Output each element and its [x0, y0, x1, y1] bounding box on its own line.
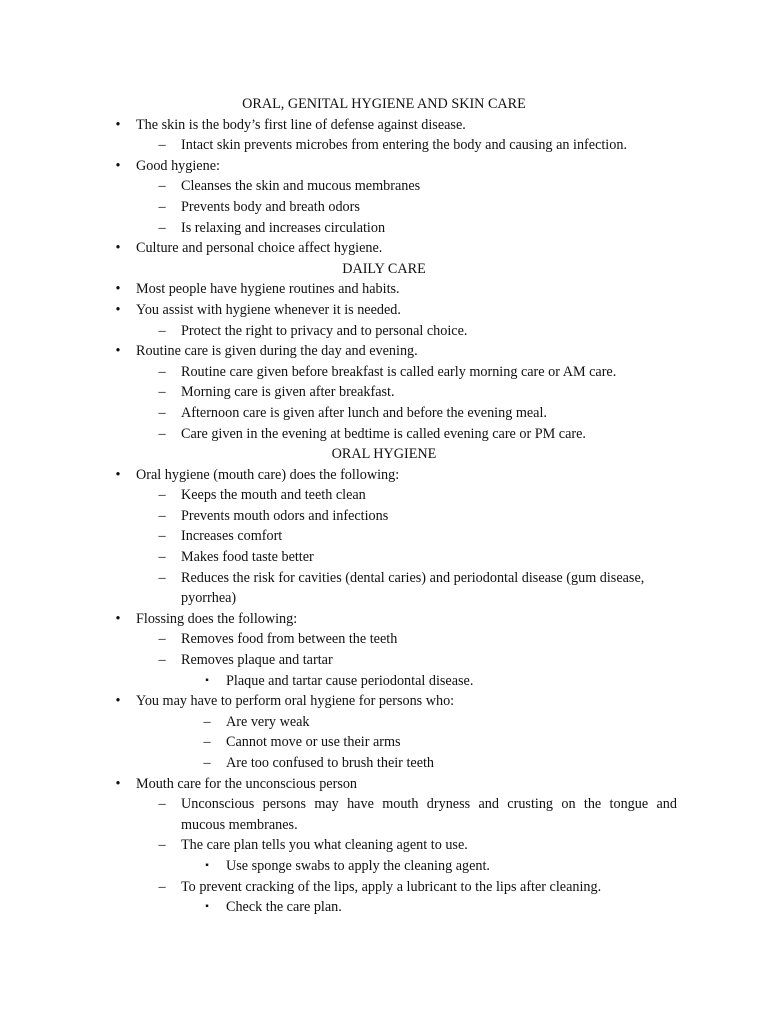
list-item: [0, 403, 768, 424]
list-item-text: Is relaxing and increases circulation: [181, 219, 386, 236]
list-item-text: You assist with hygiene whenever it is needed.: [136, 301, 401, 318]
section-heading-daily-care: DAILY CARE: [342, 260, 426, 277]
list-item-text: Keeps the mouth and teeth clean: [181, 487, 366, 504]
bullet-disc: •: [115, 693, 121, 710]
bullet-dash: –: [158, 363, 166, 380]
bullet-dash: –: [158, 198, 166, 215]
bullet-disc: •: [115, 301, 121, 318]
bullet-dash: –: [158, 178, 166, 195]
list-item: [0, 115, 768, 136]
list-item: [0, 156, 768, 177]
list-item-text: Morning care is given after breakfast.: [181, 384, 395, 401]
list-item: [0, 197, 768, 218]
list-item-text: pyorrhea): [181, 590, 237, 607]
list-item: [0, 897, 768, 918]
bullet-dash: –: [158, 652, 166, 669]
list-item-text: Makes food taste better: [181, 549, 314, 566]
list-item: [0, 856, 768, 877]
list-item: [0, 424, 768, 445]
bullet-disc: •: [115, 157, 121, 174]
list-item-text: Prevents mouth odors and infections: [181, 507, 389, 524]
list-item: [0, 279, 768, 300]
section-heading-oral-hygiene: ORAL HYGIENE: [331, 446, 437, 463]
list-item: [0, 238, 768, 259]
list-item: [0, 732, 768, 753]
list-item-text: Routine care is given during the day and evening.: [136, 343, 418, 360]
bullet-dash: –: [158, 384, 166, 401]
list-item-text: Intact skin prevents microbes from entering the body and causing an infection.: [181, 137, 627, 154]
bullet-dash: –: [158, 219, 166, 236]
document-title: ORAL, GENITAL HYGIENE AND SKIN CARE: [242, 96, 526, 112]
bullet-disc: •: [115, 240, 121, 257]
list-item-continuation: [0, 588, 768, 609]
list-item-text: Check the care plan.: [226, 899, 342, 916]
bullet-square: ▪: [205, 901, 209, 913]
bullet-dash: –: [158, 404, 166, 421]
list-item-text: Plaque and tartar cause periodontal disease.: [226, 672, 474, 689]
list-item: [0, 671, 768, 692]
list-item: [0, 465, 768, 486]
bullet-dash: –: [158, 549, 166, 566]
bullet-dash: –: [158, 487, 166, 504]
document-page: [0, 94, 768, 918]
list-item: [0, 877, 768, 898]
list-item-text: You may have to perform oral hygiene for persons who:: [136, 693, 455, 710]
list-item: [0, 753, 768, 774]
list-item-text: The care plan tells you what cleaning agent to use.: [181, 837, 468, 854]
list-item-text: Most people have hygiene routines and habits.: [136, 281, 400, 298]
list-item: [0, 362, 768, 383]
list-item: [0, 629, 768, 650]
bullet-dash: –: [158, 507, 166, 524]
bullet-dash: –: [158, 878, 166, 895]
bullet-square: ▪: [205, 859, 209, 871]
list-item-text: Mouth care for the unconscious person: [136, 775, 358, 792]
list-item-text: Oral hygiene (mouth care) does the following:: [136, 466, 400, 483]
bullet-disc: •: [115, 610, 121, 627]
list-item: [0, 609, 768, 630]
list-item: [0, 774, 768, 795]
list-item-text: Culture and personal choice affect hygiene.: [136, 240, 383, 257]
list-item: [0, 485, 768, 506]
list-item-text: mucous membranes.: [181, 816, 298, 833]
bullet-disc: •: [115, 466, 121, 483]
list-item: [0, 650, 768, 671]
bullet-disc: •: [115, 343, 121, 360]
list-item-text: Flossing does the following:: [136, 610, 298, 627]
list-item-text: Removes food from between the teeth: [181, 631, 398, 648]
list-item-text: Cleanses the skin and mucous membranes: [181, 178, 421, 195]
list-item: [0, 218, 768, 239]
bullet-dash: –: [158, 796, 166, 813]
bullet-dash: –: [203, 755, 211, 771]
list-item-text: Care given in the evening at bedtime is called evening care or PM care.: [181, 425, 586, 442]
list-item-text: Unconscious persons may have mouth dryness and crusting on the tongue and: [181, 796, 677, 813]
list-item-text: Cannot move or use their arms: [226, 734, 401, 751]
list-item: [0, 526, 768, 547]
list-item: [0, 547, 768, 568]
bullet-dash: –: [158, 569, 166, 586]
list-item: [0, 691, 768, 712]
bullet-disc: •: [115, 281, 121, 298]
bullet-disc: •: [115, 116, 121, 133]
list-item-continuation: [0, 815, 768, 836]
list-item: [0, 835, 768, 856]
list-item-text: Good hygiene:: [136, 157, 220, 174]
bullet-dash: –: [203, 713, 211, 730]
list-item-text: The skin is the body’s first line of defense against disease.: [136, 116, 466, 133]
bullet-dash: –: [158, 837, 166, 854]
bullet-disc: •: [115, 775, 121, 792]
list-item-text: Routine care given before breakfast is called early morning care or AM care.: [181, 363, 617, 380]
list-item: [0, 568, 768, 589]
list-item: [0, 341, 768, 362]
bullet-dash: –: [203, 734, 211, 751]
list-item-text: Are too confused to brush their teeth: [226, 755, 435, 771]
list-item-text: Prevents body and breath odors: [181, 198, 360, 215]
list-item-text: Afternoon care is given after lunch and before the evening meal.: [181, 404, 547, 421]
bullet-dash: –: [158, 528, 166, 545]
list-item: [0, 382, 768, 403]
bullet-dash: –: [158, 631, 166, 648]
list-item: [0, 794, 768, 815]
list-item: [0, 321, 768, 342]
list-item: [0, 712, 768, 733]
list-item: [0, 176, 768, 197]
bullet-square: ▪: [205, 674, 209, 686]
list-item-text: Protect the right to privacy and to personal choice.: [181, 322, 468, 339]
list-item-text: To prevent cracking of the lips, apply a lubricant to the lips after cleaning.: [181, 878, 602, 895]
bullet-dash: –: [158, 322, 166, 339]
list-item-text: Are very weak: [226, 713, 310, 730]
list-item: [0, 506, 768, 527]
list-item-text: Removes plaque and tartar: [181, 652, 333, 669]
bullet-dash: –: [158, 425, 166, 442]
list-item-text: Increases comfort: [181, 528, 283, 545]
list-item-text: Reduces the risk for cavities (dental caries) and periodontal disease (gum disease,: [181, 569, 645, 586]
list-item-text: Use sponge swabs to apply the cleaning agent.: [226, 857, 490, 874]
list-item: [0, 135, 768, 156]
list-item: [0, 300, 768, 321]
bullet-dash: –: [158, 137, 166, 154]
